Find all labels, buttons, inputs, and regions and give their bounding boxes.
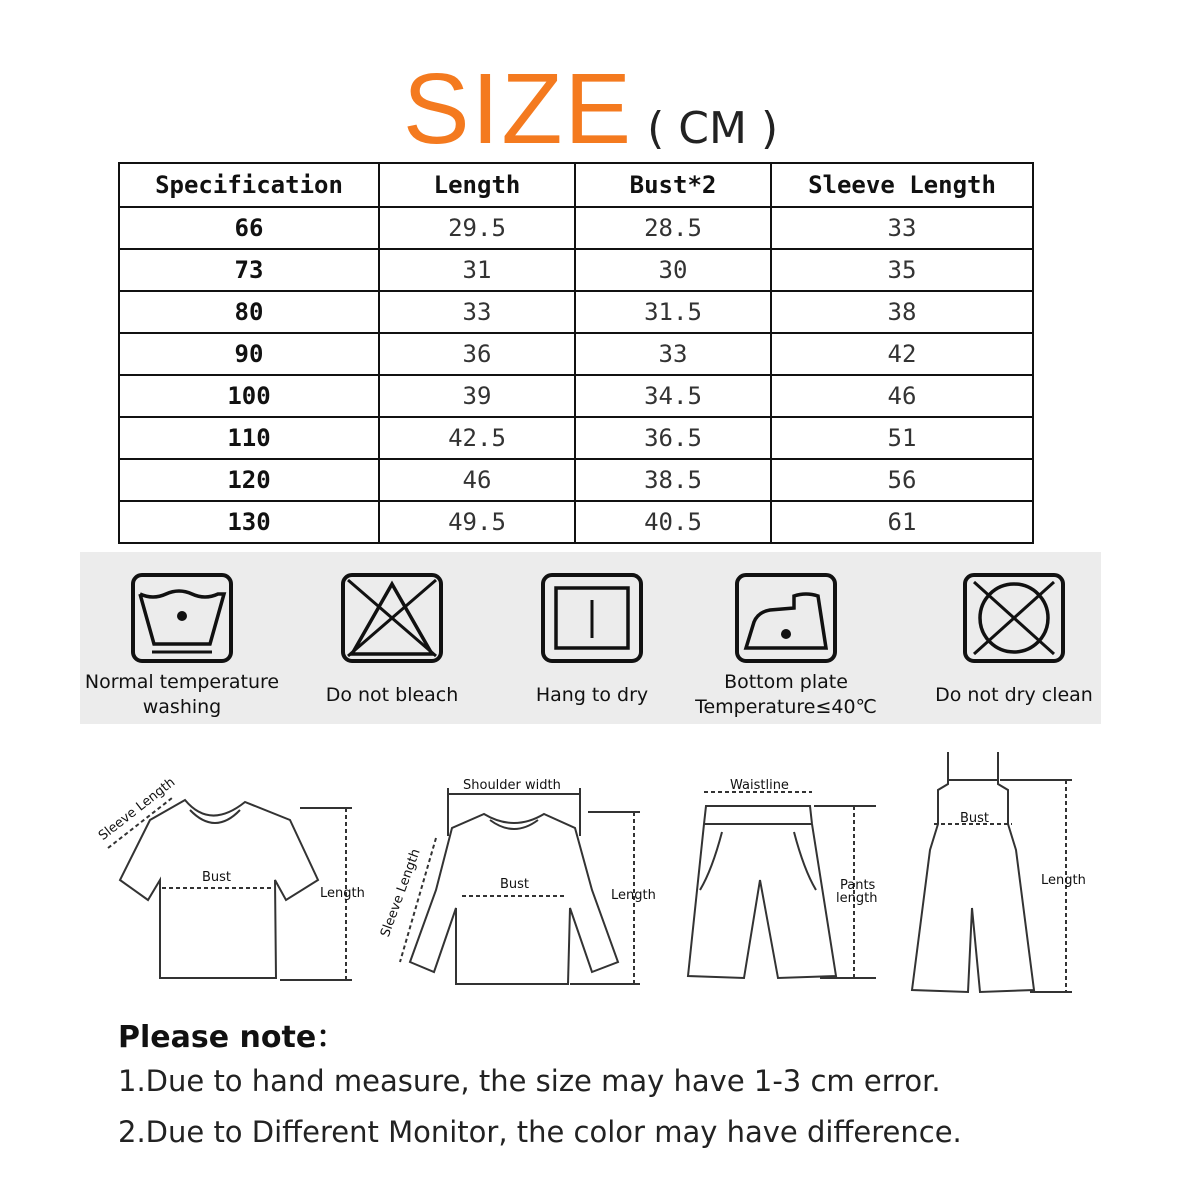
cell-spec: 90 — [119, 333, 379, 375]
cell-bust: 34.5 — [575, 375, 771, 417]
tshirt-sleeve-label: Sleeve Length — [96, 775, 179, 844]
care-label — [684, 670, 888, 720]
table-row — [119, 333, 1033, 375]
cell-spec: 130 — [119, 501, 379, 543]
cell-length: 49.5 — [379, 501, 575, 543]
cell-bust: 30 — [575, 249, 771, 291]
pants-length-label-1: Pants — [840, 878, 876, 893]
note-line-2: 2.Due to Different Monitor, the color may have difference. — [118, 1115, 962, 1149]
cell-spec: 100 — [119, 375, 379, 417]
column-header-specification: Specification — [119, 163, 379, 207]
care-item-hang-dry — [490, 552, 694, 724]
cell-sleeve: 38 — [771, 291, 1033, 333]
column-header-bust: Bust*2 — [575, 163, 771, 207]
no-bleach-icon — [340, 572, 444, 664]
cell-sleeve: 33 — [771, 207, 1033, 249]
pants-length-label-2: length — [836, 891, 878, 906]
title-text: SIZE — [402, 53, 634, 165]
overalls-length-label: Length — [1041, 873, 1086, 888]
care-label-line: Normal temperature — [84, 671, 280, 693]
cell-bust: 40.5 — [575, 501, 771, 543]
page-title — [0, 52, 1181, 167]
cell-sleeve: 56 — [771, 459, 1033, 501]
cell-sleeve: 51 — [771, 417, 1033, 459]
cell-spec: 80 — [119, 291, 379, 333]
note-title: Please note： — [118, 1020, 347, 1055]
size-table — [118, 162, 1034, 544]
table-row — [119, 291, 1033, 333]
cell-bust: 33 — [575, 333, 771, 375]
washing-icon — [130, 572, 234, 664]
cell-length: 39 — [379, 375, 575, 417]
care-label — [490, 683, 694, 708]
tshirt-bust-label: Bust — [202, 870, 232, 885]
table-row — [119, 207, 1033, 249]
care-item-iron — [684, 552, 888, 724]
cell-length: 31 — [379, 249, 575, 291]
care-label — [80, 670, 284, 720]
cell-length: 46 — [379, 459, 575, 501]
pants-waist-label: Waistline — [730, 778, 789, 793]
care-label-line: Hang to dry — [535, 684, 649, 706]
longsleeve-sleeve-label: Sleeve Length — [378, 847, 424, 940]
care-item-no-dry-clean — [912, 552, 1116, 724]
care-label-line: Bottom plate — [724, 671, 848, 693]
cell-sleeve: 42 — [771, 333, 1033, 375]
title-unit: ( CM ) — [647, 103, 779, 154]
hang-dry-icon — [540, 572, 644, 664]
column-header-length: Length — [379, 163, 575, 207]
care-label-line: Temperature≤40℃ — [695, 696, 877, 718]
cell-spec: 73 — [119, 249, 379, 291]
garment-drawings — [0, 740, 1181, 1010]
care-label — [912, 683, 1116, 708]
care-label — [290, 683, 494, 708]
table-row — [119, 375, 1033, 417]
cell-bust: 31.5 — [575, 291, 771, 333]
longsleeve-shoulder-label: Shoulder width — [463, 778, 561, 793]
table-row — [119, 249, 1033, 291]
table-row — [119, 417, 1033, 459]
cell-length: 42.5 — [379, 417, 575, 459]
cell-length: 29.5 — [379, 207, 575, 249]
cell-length: 36 — [379, 333, 575, 375]
measurement-diagrams — [0, 740, 1181, 1010]
table-header-row — [119, 163, 1033, 207]
cell-spec: 120 — [119, 459, 379, 501]
column-header-sleeve-length: Sleeve Length — [771, 163, 1033, 207]
tshirt-length-label: Length — [320, 886, 365, 901]
overalls-drawing — [912, 752, 1072, 992]
table-row — [119, 459, 1033, 501]
overalls-bust-label: Bust — [960, 811, 990, 826]
cell-sleeve: 61 — [771, 501, 1033, 543]
care-item-no-bleach — [290, 552, 494, 724]
care-item-washing — [80, 552, 284, 724]
note-line-1: 1.Due to hand measure, the size may have 1-3 cm error. — [118, 1064, 941, 1098]
care-label-line: Do not dry clean — [935, 684, 1093, 706]
cell-bust: 36.5 — [575, 417, 771, 459]
care-label-line: Do not bleach — [325, 684, 459, 706]
no-dry-clean-icon — [962, 572, 1066, 664]
tshirt-drawing — [108, 798, 352, 980]
table-row — [119, 501, 1033, 543]
cell-length: 33 — [379, 291, 575, 333]
cell-spec: 66 — [119, 207, 379, 249]
cell-bust: 28.5 — [575, 207, 771, 249]
iron-icon — [734, 572, 838, 664]
care-label-line: washing — [142, 696, 222, 718]
longsleeve-length-label: Length — [611, 888, 656, 903]
cell-bust: 38.5 — [575, 459, 771, 501]
longsleeve-bust-label: Bust — [500, 877, 530, 892]
care-instructions-panel — [80, 552, 1101, 724]
cell-sleeve: 46 — [771, 375, 1033, 417]
cell-spec: 110 — [119, 417, 379, 459]
cell-sleeve: 35 — [771, 249, 1033, 291]
